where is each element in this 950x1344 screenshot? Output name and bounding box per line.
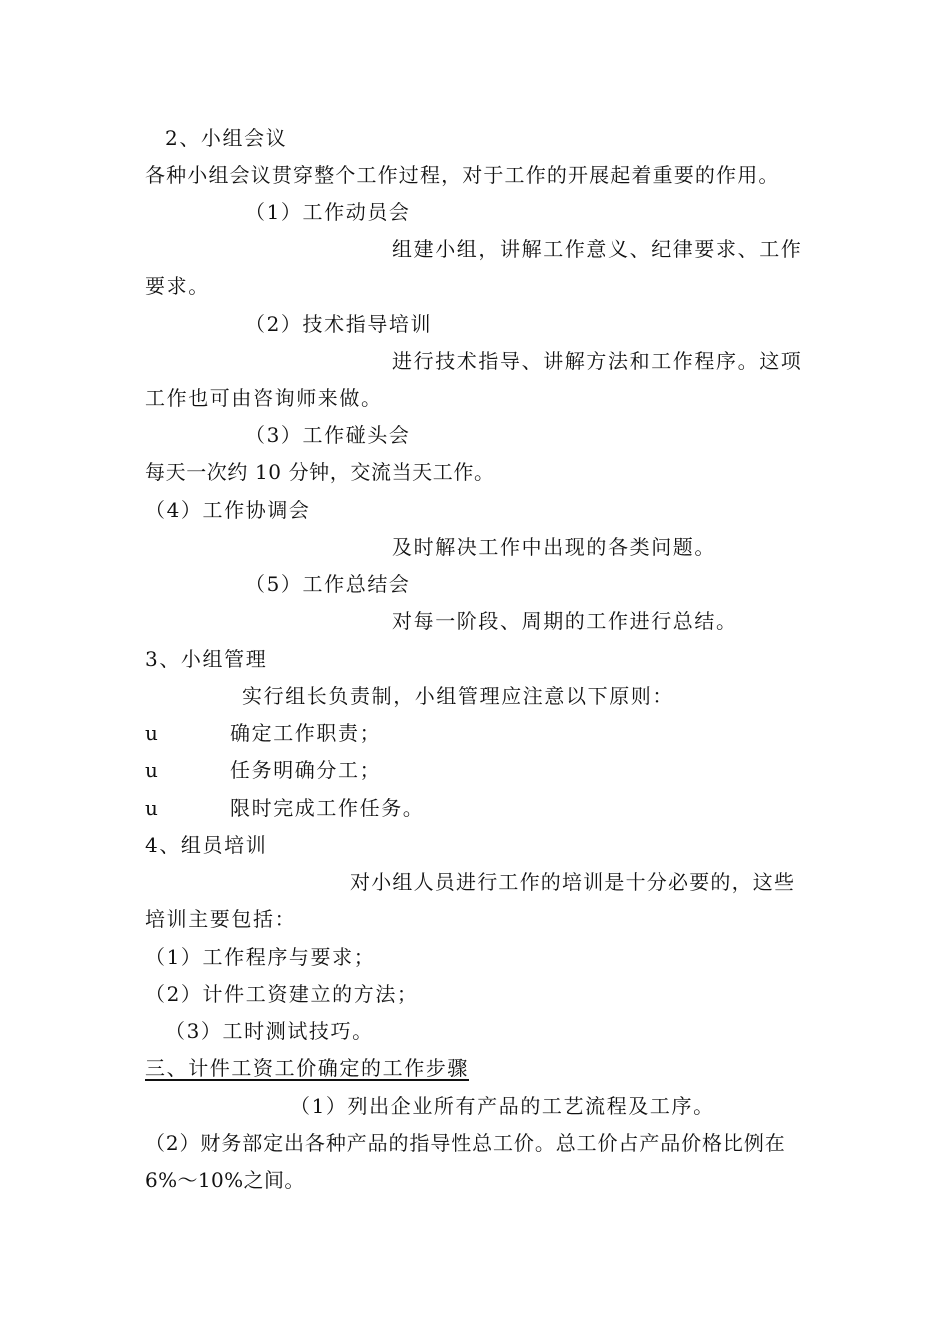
meeting-5-title: （5）工作总结会 — [245, 572, 411, 596]
step-2-cont: 6%～10%之间。 — [145, 1168, 305, 1192]
bullet-item-2: 任务明确分工； — [230, 758, 382, 782]
paragraph-management: 实行组长负责制，小组管理应注意以下原则： — [242, 684, 674, 708]
step-2: （2）财务部定出各种产品的指导性总工价。总工价占产品价格比例在 — [145, 1131, 786, 1155]
heading-group-meeting: 2、小组会议 — [165, 126, 288, 150]
bullet-marker: u — [145, 721, 158, 745]
meeting-2-title: （2）技术指导培训 — [245, 312, 433, 336]
meeting-4-desc: 及时解决工作中出现的各类问题。 — [392, 535, 716, 559]
bullet-item-1: 确定工作职责； — [230, 721, 382, 745]
meeting-2-desc-cont: 工作也可由咨询师来做。 — [145, 386, 383, 410]
meeting-1-desc-cont: 要求。 — [145, 274, 210, 298]
bullet-item-3: 限时完成工作任务。 — [230, 796, 425, 820]
training-item-1: （1）工作程序与要求； — [145, 945, 376, 969]
meeting-3-title: （3）工作碰头会 — [245, 423, 411, 447]
step-1: （1）列出企业所有产品的工艺流程及工序。 — [290, 1094, 715, 1118]
paragraph-training-cont: 培训主要包括： — [145, 907, 297, 931]
meeting-1-desc: 组建小组，讲解工作意义、纪律要求、工作 — [392, 237, 803, 261]
meeting-2-desc: 进行技术指导、讲解方法和工作程序。这项 — [392, 349, 803, 373]
paragraph-training: 对小组人员进行工作的培训是十分必要的，这些 — [350, 870, 796, 894]
section-heading-piecework-steps: 三、计件工资工价确定的工作步骤 — [145, 1056, 469, 1080]
meeting-4-title: （4）工作协调会 — [145, 498, 311, 522]
training-item-3: （3）工时测试技巧。 — [165, 1019, 374, 1043]
bullet-marker: u — [145, 758, 158, 782]
heading-group-management: 3、小组管理 — [145, 647, 268, 671]
training-item-2: （2）计件工资建立的方法； — [145, 982, 419, 1006]
bullet-marker: u — [145, 796, 158, 820]
paragraph-meeting-intro: 各种小组会议贯穿整个工作过程，对于工作的开展起着重要的作用。 — [145, 163, 780, 187]
meeting-3-desc: 每天一次约 10 分钟，交流当天工作。 — [145, 460, 495, 484]
heading-member-training: 4、组员培训 — [145, 833, 268, 857]
meeting-5-desc: 对每一阶段、周期的工作进行总结。 — [392, 609, 738, 633]
meeting-1-title: （1）工作动员会 — [245, 200, 411, 224]
